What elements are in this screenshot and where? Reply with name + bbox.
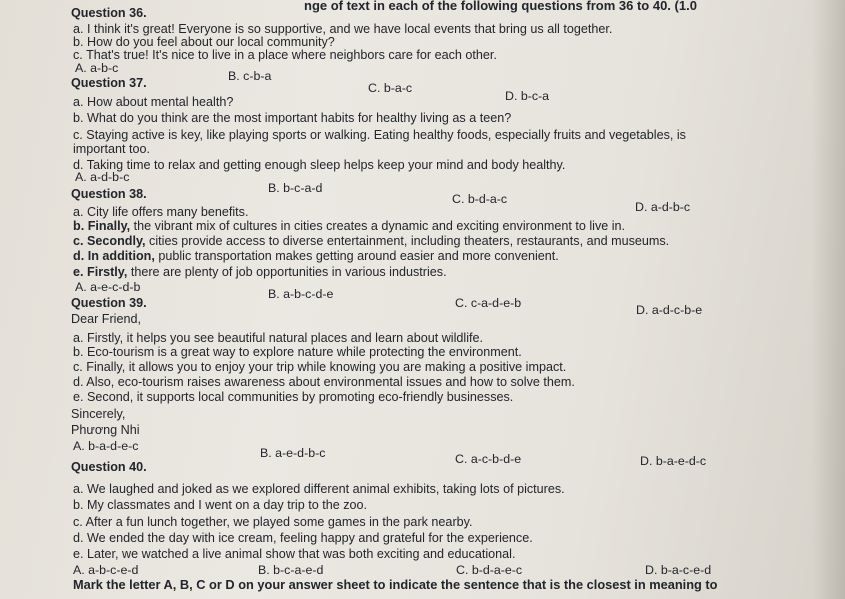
q40-sentence-d: d. We ended the day with ice cream, feeling happy and grateful for the experience. [73,531,533,545]
q40-title: Question 40. [71,460,147,474]
q39-option-b: B. a-e-d-b-c [260,446,326,460]
q39-option-d: D. b-a-e-d-c [640,454,707,468]
q36-option-a: A. a-b-c [75,61,119,75]
q39-option-c: C. a-c-b-d-e [455,452,522,466]
q37-option-b: B. b-c-a-d [268,181,323,195]
q38-e-keyword: e. Firstly, [73,265,128,279]
page-edge-shadow [811,0,845,599]
q39-greeting: Dear Friend, [71,312,141,326]
q37-option-d: D. a-d-b-c [635,200,691,214]
q38-sentence-c [73,234,669,248]
q40-option-a: A. a-b-c-e-d [73,563,139,577]
q38-c-text: cities provide access to diverse entertainment, including theaters, restaurants, and museums. [145,234,670,248]
q40-option-d: D. b-a-c-e-d [645,563,712,577]
q36-sentence-c: c. That's true! It's nice to live in a place where neighbors care for each other. [73,48,497,62]
q40-sentence-a: a. We laughed and joked as we explored different animal exhibits, taking lots of pictures. [73,482,565,496]
q38-sentence-d [73,249,559,263]
q37-option-c: C. b-d-a-c [452,192,508,206]
q37-sentence-c: c. Staying active is key, like playing sports or walking. Eating healthy foods, especially fruits and vegetables, is [73,128,686,142]
q38-sentence-a: a. City life offers many benefits. [73,205,249,219]
q36-title: Question 36. [71,6,147,20]
q39-sentence-c: c. Finally, it allows you to enjoy your trip while knowing you are making a positive impact. [73,360,567,374]
q38-title: Question 38. [71,187,147,201]
q38-d-keyword: d. In addition, [73,249,155,263]
q37-sentence-a: a. How about mental health? [73,95,234,109]
q39-option-a: A. b-a-d-e-c [73,439,139,453]
q38-sentence-e [73,265,447,279]
q38-sentence-b [73,219,625,233]
q40-sentence-c: c. After a fun lunch together, we played some games in the park nearby. [73,515,473,529]
q38-b-text: the vibrant mix of cultures in cities creates a dynamic and exciting environment to live in. [130,219,626,233]
q39-signature: Phương Nhi [71,423,140,437]
q36-sentence-b: b. How do you feel about our local community? [73,35,335,49]
q36-option-b: B. c-b-a [228,69,272,83]
q36-option-c: C. b-a-c [368,81,413,95]
q39-sentence-a: a. Firstly, it helps you see beautiful natural places and learn about wildlife. [73,331,483,345]
q37-sentence-d: d. Taking time to relax and getting enough sleep helps keep your mind and body healthy. [73,158,566,172]
q39-sentence-b: b. Eco-tourism is a great way to explore nature while protecting the environment. [73,345,522,359]
q37-option-a: A. a-d-b-c [75,170,130,184]
q38-b-keyword: b. Finally, [73,219,131,233]
q39-sentence-d: d. Also, eco-tourism raises awareness about environmental issues and how to solve them. [73,375,575,389]
q36-option-d: D. b-c-a [505,89,550,103]
q38-option-d: D. a-d-c-b-e [636,303,703,317]
q38-option-b: B. a-b-c-d-e [268,287,334,301]
next-section-instruction: Mark the letter A, B, C or D on your answer sheet to indicate the sentence that is the closest in meaning to [73,577,718,592]
q40-option-c: C. b-d-a-e-c [456,563,523,577]
q38-d-text: public transportation makes getting around easier and more convenient. [154,249,559,263]
q38-c-keyword: c. Secondly, [73,234,146,248]
section-instruction: nge of text in each of the following questions from 36 to 40. (1.0 [304,0,697,13]
q37-sentence-b: b. What do you think are the most important habits for healthy living as a teen? [73,111,512,125]
q39-title: Question 39. [71,296,147,310]
q36-sentence-a: a. I think it's great! Everyone is so supportive, and we have local events that bring us all together. [73,22,613,36]
q38-e-text: there are plenty of job opportunities in various industries. [127,265,447,279]
q39-sentence-e: e. Second, it supports local communities by promoting eco-friendly businesses. [73,390,514,404]
q40-option-b: B. b-c-a-e-d [258,563,324,577]
q37-sentence-c-cont: important too. [73,142,151,156]
q39-closing: Sincerely, [71,407,126,421]
q37-title: Question 37. [71,76,147,90]
q40-sentence-b: b. My classmates and I went on a day trip to the zoo. [73,498,368,512]
q40-sentence-e: e. Later, we watched a live animal show that was both exciting and educational. [73,547,516,561]
q38-option-c: C. c-a-d-e-b [455,296,522,310]
q38-option-a: A. a-e-c-d-b [75,280,141,294]
